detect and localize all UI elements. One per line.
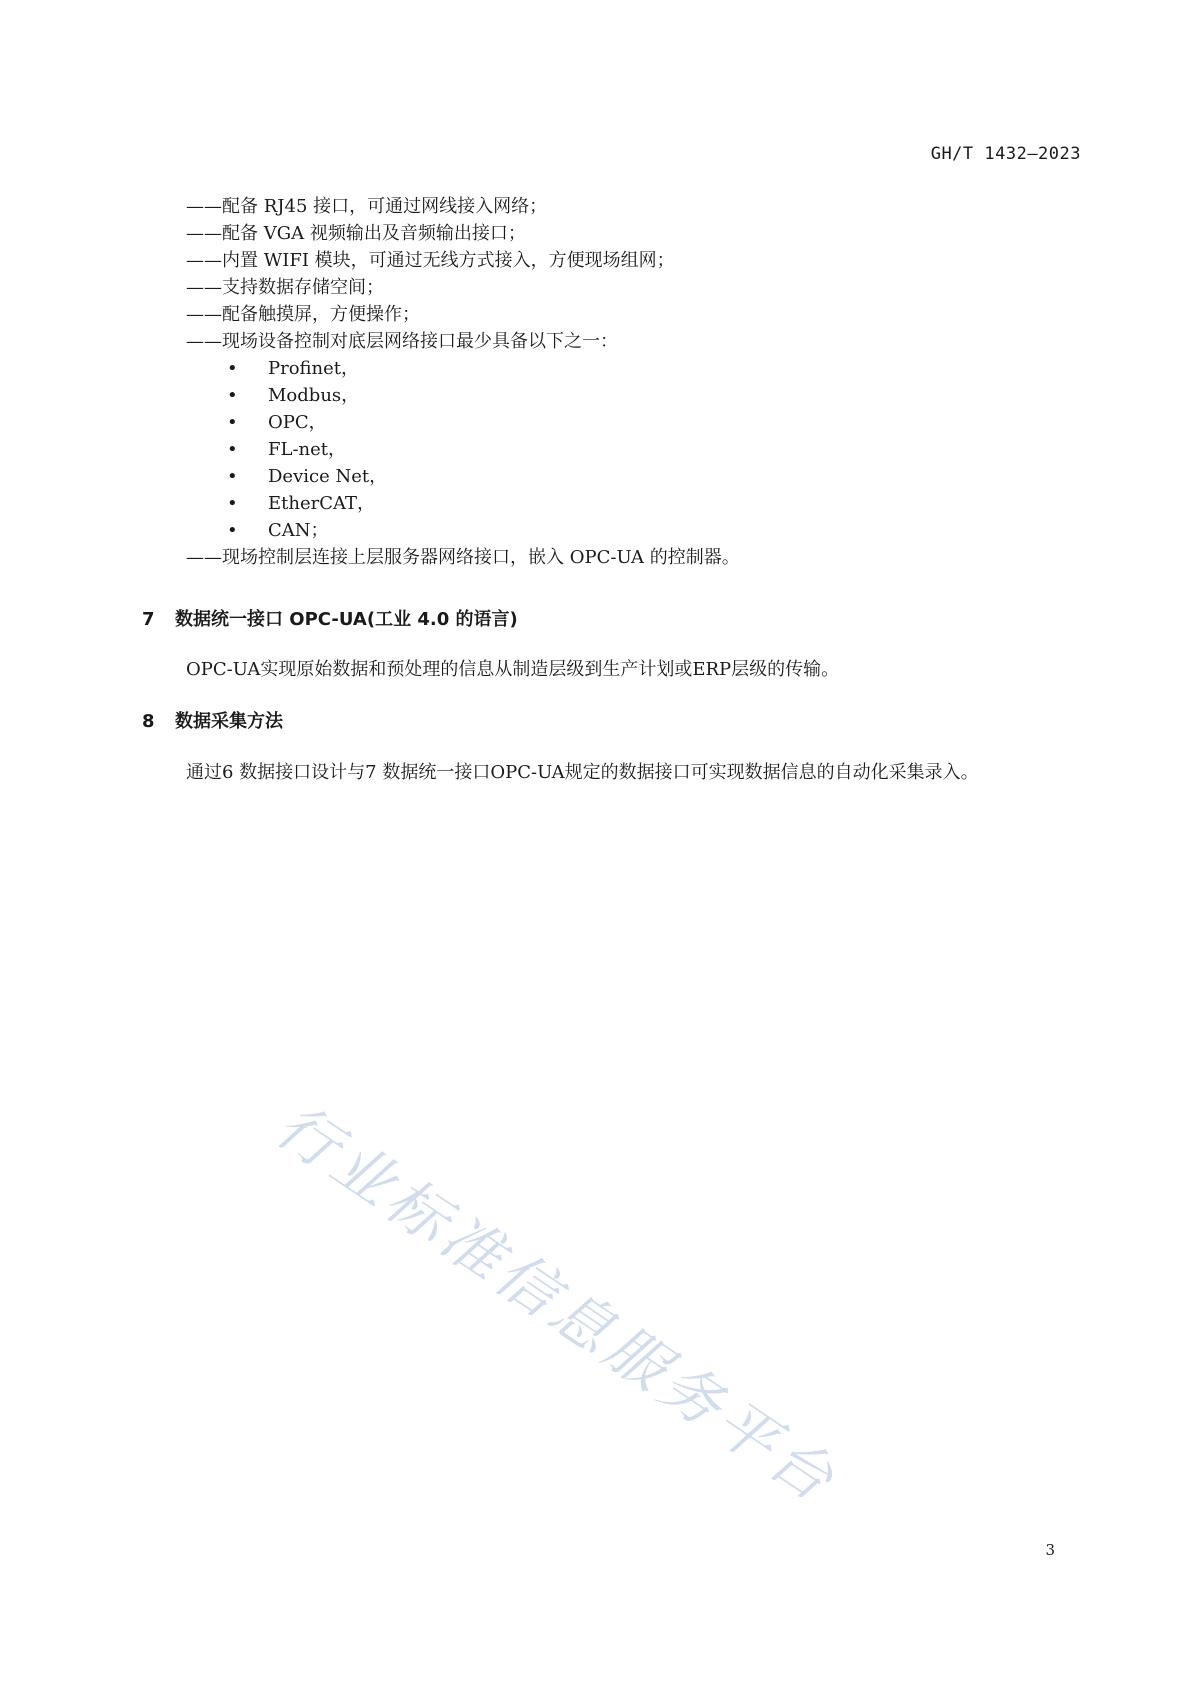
- protocol-item: [186, 463, 1086, 490]
- standard-code: GH/T 1432—2023: [930, 144, 1081, 164]
- section-number: 8: [142, 711, 155, 732]
- bullet-icon: •: [227, 358, 238, 379]
- page-number: 3: [1045, 1541, 1055, 1559]
- protocol-item: [186, 382, 1086, 409]
- bullet-icon: •: [227, 439, 238, 460]
- requirement-item: ——内置 WIFI 模块，可通过无线方式接入，方便现场组网；: [186, 250, 675, 271]
- protocol-label: Profinet，: [268, 358, 360, 379]
- section-8-body: 通过6 数据接口设计与7 数据统一接口OPC-UA规定的数据接口可实现数据信息的自动化采集录入。: [186, 762, 979, 783]
- bullet-icon: •: [227, 466, 238, 487]
- requirement-item: ——配备触摸屏，方便操作；: [186, 304, 420, 325]
- protocol-item: [186, 490, 1086, 517]
- section-number: 7: [142, 609, 155, 630]
- requirement-item: ——配备 RJ45 接口，可通过网线接入网络；: [186, 196, 548, 217]
- protocol-label: FL-net，: [268, 439, 347, 460]
- bullet-icon: •: [227, 520, 238, 541]
- protocol-item: [186, 436, 1086, 463]
- protocol-label: OPC，: [268, 412, 327, 433]
- protocol-label: EtherCAT，: [268, 493, 376, 514]
- requirement-item: ——支持数据存储空间；: [186, 277, 384, 298]
- protocol-item: [186, 409, 1086, 436]
- section-title: 数据采集方法: [175, 711, 283, 732]
- bullet-icon: •: [227, 412, 238, 433]
- protocol-label: Device Net，: [268, 466, 388, 487]
- requirement-item: ——现场设备控制对底层网络接口最少具备以下之一：: [186, 331, 618, 352]
- protocol-item: [186, 355, 1086, 382]
- section-title: 数据统一接口 OPC-UA(工业 4.0 的语言): [175, 609, 518, 630]
- requirement-item: ——现场控制层连接上层服务器网络接口，嵌入 OPC-UA 的控制器。: [186, 547, 740, 568]
- section-7-body: OPC-UA实现原始数据和预处理的信息从制造层级到生产计划或ERP层级的传输。: [186, 659, 840, 680]
- bullet-icon: •: [227, 385, 238, 406]
- section-7-heading: [142, 605, 518, 631]
- protocol-label: CAN；: [268, 520, 329, 541]
- watermark: 行业标准信息服务平台: [263, 1090, 850, 1518]
- requirement-item: ——配备 VGA 视频输出及音频输出接口；: [186, 223, 526, 244]
- protocol-item: [186, 517, 1086, 544]
- requirements-list: [186, 193, 1086, 571]
- bullet-icon: •: [227, 493, 238, 514]
- section-8-heading: [142, 707, 283, 733]
- protocol-label: Modbus，: [268, 385, 360, 406]
